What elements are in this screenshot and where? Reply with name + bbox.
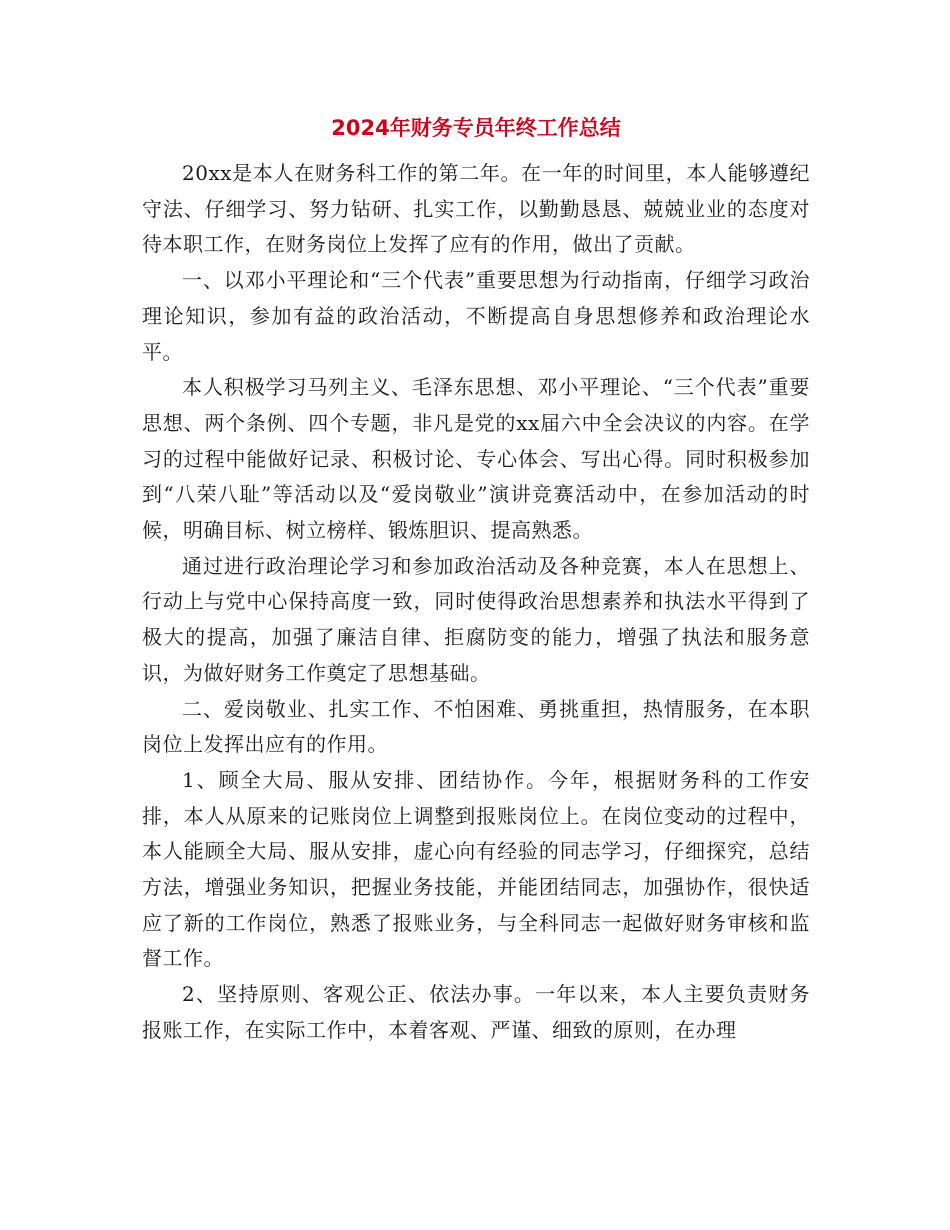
paragraph-intro: 20xx是本人在财务科工作的第二年。在一年的时间里，本人能够遵纪守法、仔细学习、努力钻研、扎实工作，以勤勤恳恳、兢兢业业的态度对待本职工作，在财务岗位上发挥了应有的作用，做出了贡献。 <box>142 161 810 257</box>
paragraph-section-one-heading: 一、以邓小平理论和“三个代表”重要思想为行动指南，仔细学习政治理论知识，参加有益的政治活动，不断提高自身思想修养和政治理论水平。 <box>142 268 810 364</box>
document-page <box>142 108 810 1049</box>
paragraph-section-two-heading: 二、爱岗敬业、扎实工作、不怕困难、勇挑重担，热情服务，在本职岗位上发挥出应有的作用。 <box>142 696 810 757</box>
paragraph-item-two: 2、坚持原则、客观公正、依法办事。一年以来，本人主要负责财务报账工作，在实际工作中，本着客观、严谨、细致的原则，在办理 <box>142 982 810 1042</box>
paragraph-outcome: 通过进行政治理论学习和参加政治活动及各种竞赛，本人在思想上、行动上与党中心保持高度一致，同时使得政治思想素养和执法水平得到了极大的提高，加强了廉洁自律、拒腐防变的能力，增强了执法和服务意识，为做好财务工作奠定了思想基础。 <box>142 553 810 685</box>
paragraph-study: 本人积极学习马列主义、毛泽东思想、邓小平理论、“三个代表”重要思想、两个条例、四个专题，非凡是党的xx届六中全会决议的内容。在学习的过程中能做好记录、积极讨论、专心体会、写出心得。同时积极参加到“八荣八耻”等活动以及“爱岗敬业”演讲竞赛活动中，在参加活动的时候，明确目标、树立榜样、锻炼胆识、提高熟悉。 <box>142 375 810 543</box>
document-title: 2024年财务专员年终工作总结 <box>331 116 621 140</box>
paragraph-item-one: 1、顾全大局、服从安排、团结协作。今年，根据财务科的工作安排，本人从原来的记账岗位上调整到报账岗位上。在岗位变动的过程中，本人能顾全大局、服从安排，虚心向有经验的同志学习，仔细探究，总结方法，增强业务知识，把握业务技能，并能团结同志，加强协作，很快适应了新的工作岗位，熟悉了报账业务，与全科同志一起做好财务审核和监督工作。 <box>142 767 810 971</box>
